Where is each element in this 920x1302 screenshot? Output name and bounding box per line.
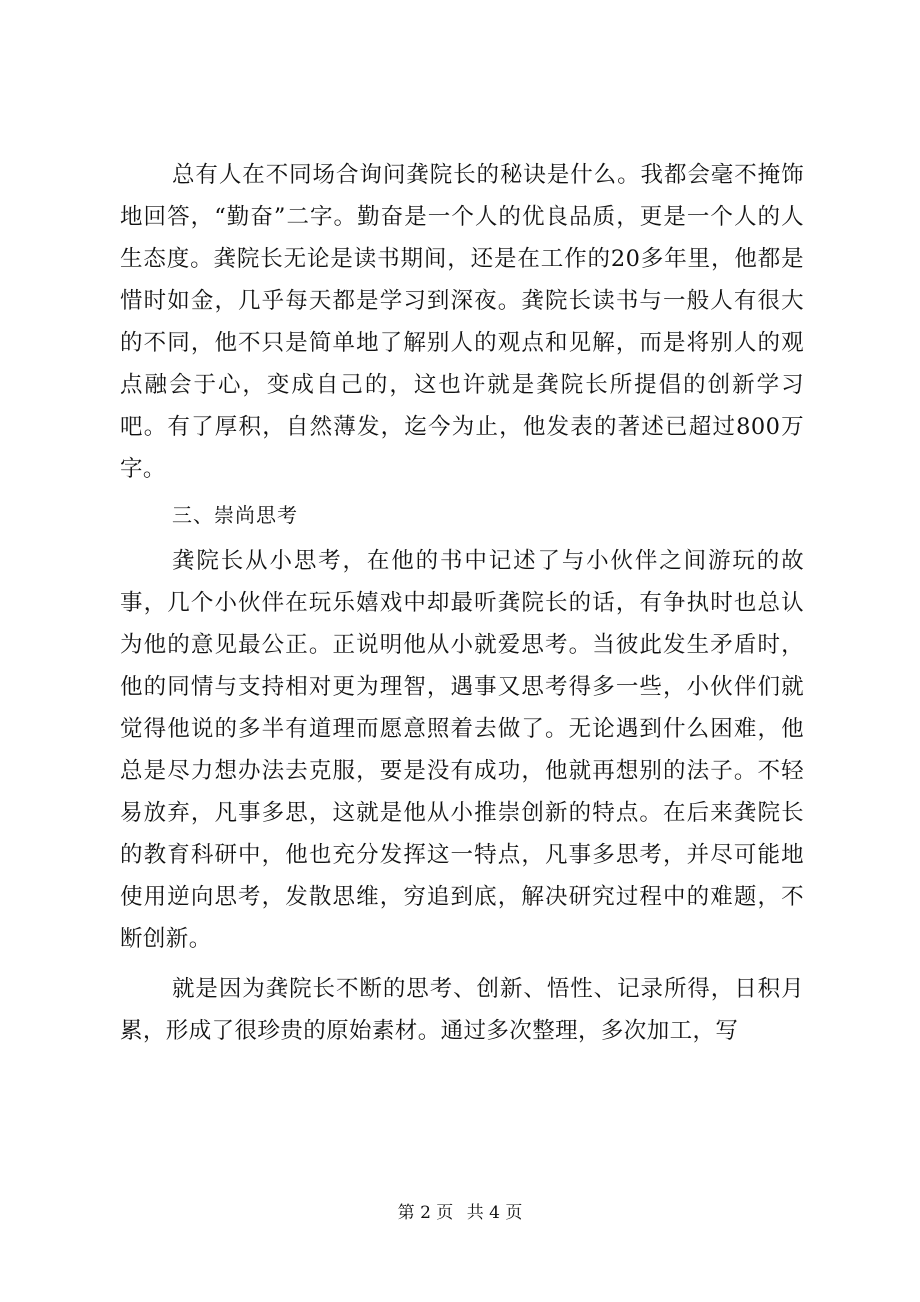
paragraph-diligence: 总有人在不同场合询问龚院长的秘诀是什么。我都会毫不掩饰地回答，“勤奋”二字。勤奋是一个人的优良品质，更是一个人的人生态度。龚院长无论是读书期间，还是在工作的20多年里，他都是惜时如金，几乎每天都是学习到深夜。龚院长读书与一般人有很大的不同，他不只是简单地了解别人的观点和见解，而是将别人的观点融会于心，变成自己的，这也许就是龚院长所提倡的创新学习吧。有了厚积，自然薄发，迄今为止，他发表的著述已超过800万字。	[120, 162, 804, 482]
paragraph-thinking: 龚院长从小思考，在他的书中记述了与小伙伴之间游玩的故事，几个小伙伴在玩乐嬉戏中却最听龚院长的话，有争执时也总认为他的意见最公正。正说明他从小就爱思考。当彼此发生矛盾时，他的同情与支持相对更为理智，遇事又思考得多一些，小伙伴们就觉得他说的多半有道理而愿意照着去做了。无论遇到什么困难，他总是尽力想办法去克服，要是没有成功，他就再想别的法子。不轻易放弃，凡事多思，这就是他从小推崇创新的特点。在后来龚院长的教育科研中，他也充分发挥这一特点，凡事多思考，并尽可能地使用逆向思考，发散思维，穷追到底，解决研究过程中的难题，不断创新。	[120, 548, 804, 952]
section-heading-thinking: 三、崇尚思考	[172, 503, 298, 527]
document-body	[120, 154, 804, 1052]
page-total: 共 4 页	[466, 1203, 523, 1223]
page-footer	[0, 1198, 920, 1223]
page-number: 第 2 页	[397, 1203, 454, 1223]
paragraph-accumulation: 就是因为龚院长不断的思考、创新、悟性、记录所得，日积月累，形成了很珍贵的原始素材。通过多次整理，多次加工，写	[120, 976, 804, 1044]
paragraph-gap	[120, 960, 804, 968]
